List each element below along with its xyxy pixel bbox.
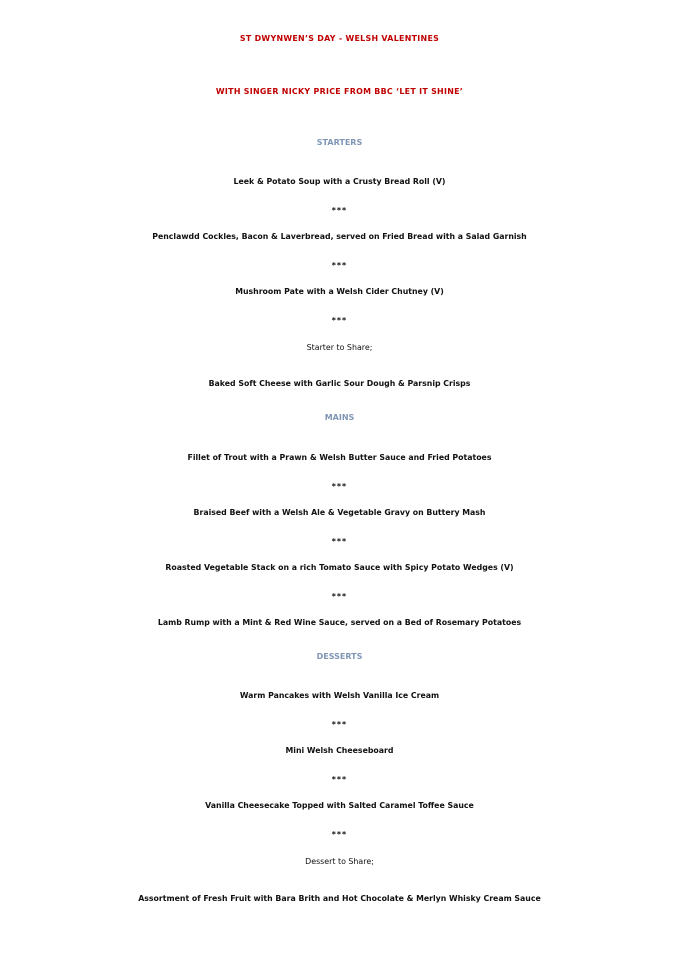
- starter-share-label: Starter to Share;: [306, 343, 373, 352]
- separator: ***: [331, 830, 348, 839]
- separator: ***: [331, 206, 348, 215]
- dessert-share-item: Assortment of Fresh Fruit with Bara Brith and Hot Chocolate & Merlyn Whisky Cream Sauce: [138, 894, 541, 903]
- menu-title-line-2: WITH SINGER NICKY PRICE FROM BBC ‘LET IT SHINE’: [215, 87, 464, 96]
- main-item-1: Fillet of Trout with a Prawn & Welsh Butter Sauce and Fried Potatoes: [187, 453, 492, 462]
- main-item-4: Lamb Rump with a Mint & Red Wine Sauce, served on a Bed of Rosemary Potatoes: [157, 618, 522, 627]
- dessert-item-3: Vanilla Cheesecake Topped with Salted Caramel Toffee Sauce: [205, 801, 474, 810]
- separator: ***: [331, 316, 348, 325]
- dessert-item-2: Mini Welsh Cheeseboard: [285, 746, 394, 755]
- menu-title-line-1: ST DWYNWEN’S DAY - WELSH VALENTINES: [239, 34, 440, 43]
- section-heading-mains: MAINS: [324, 413, 355, 422]
- starter-share-item: Baked Soft Cheese with Garlic Sour Dough & Parsnip Crisps: [208, 379, 471, 388]
- separator: ***: [331, 482, 348, 491]
- starter-item-3: Mushroom Pate with a Welsh Cider Chutney (V): [235, 287, 444, 296]
- main-item-2: Braised Beef with a Welsh Ale & Vegetable Gravy on Buttery Mash: [193, 508, 486, 517]
- separator: ***: [331, 592, 348, 601]
- section-heading-desserts: DESSERTS: [316, 652, 363, 661]
- section-heading-starters: STARTERS: [316, 138, 363, 147]
- separator: ***: [331, 775, 348, 784]
- separator: ***: [331, 720, 348, 729]
- dessert-share-label: Dessert to Share;: [305, 857, 374, 866]
- dessert-item-1: Warm Pancakes with Welsh Vanilla Ice Cream: [239, 691, 440, 700]
- separator: ***: [331, 537, 348, 546]
- main-item-3: Roasted Vegetable Stack on a rich Tomato Sauce with Spicy Potato Wedges (V): [165, 563, 514, 572]
- starter-item-1: Leek & Potato Soup with a Crusty Bread Roll (V): [233, 177, 446, 186]
- separator: ***: [331, 261, 348, 270]
- starter-item-2: Penclawdd Cockles, Bacon & Laverbread, served on Fried Bread with a Salad Garnish: [152, 232, 527, 241]
